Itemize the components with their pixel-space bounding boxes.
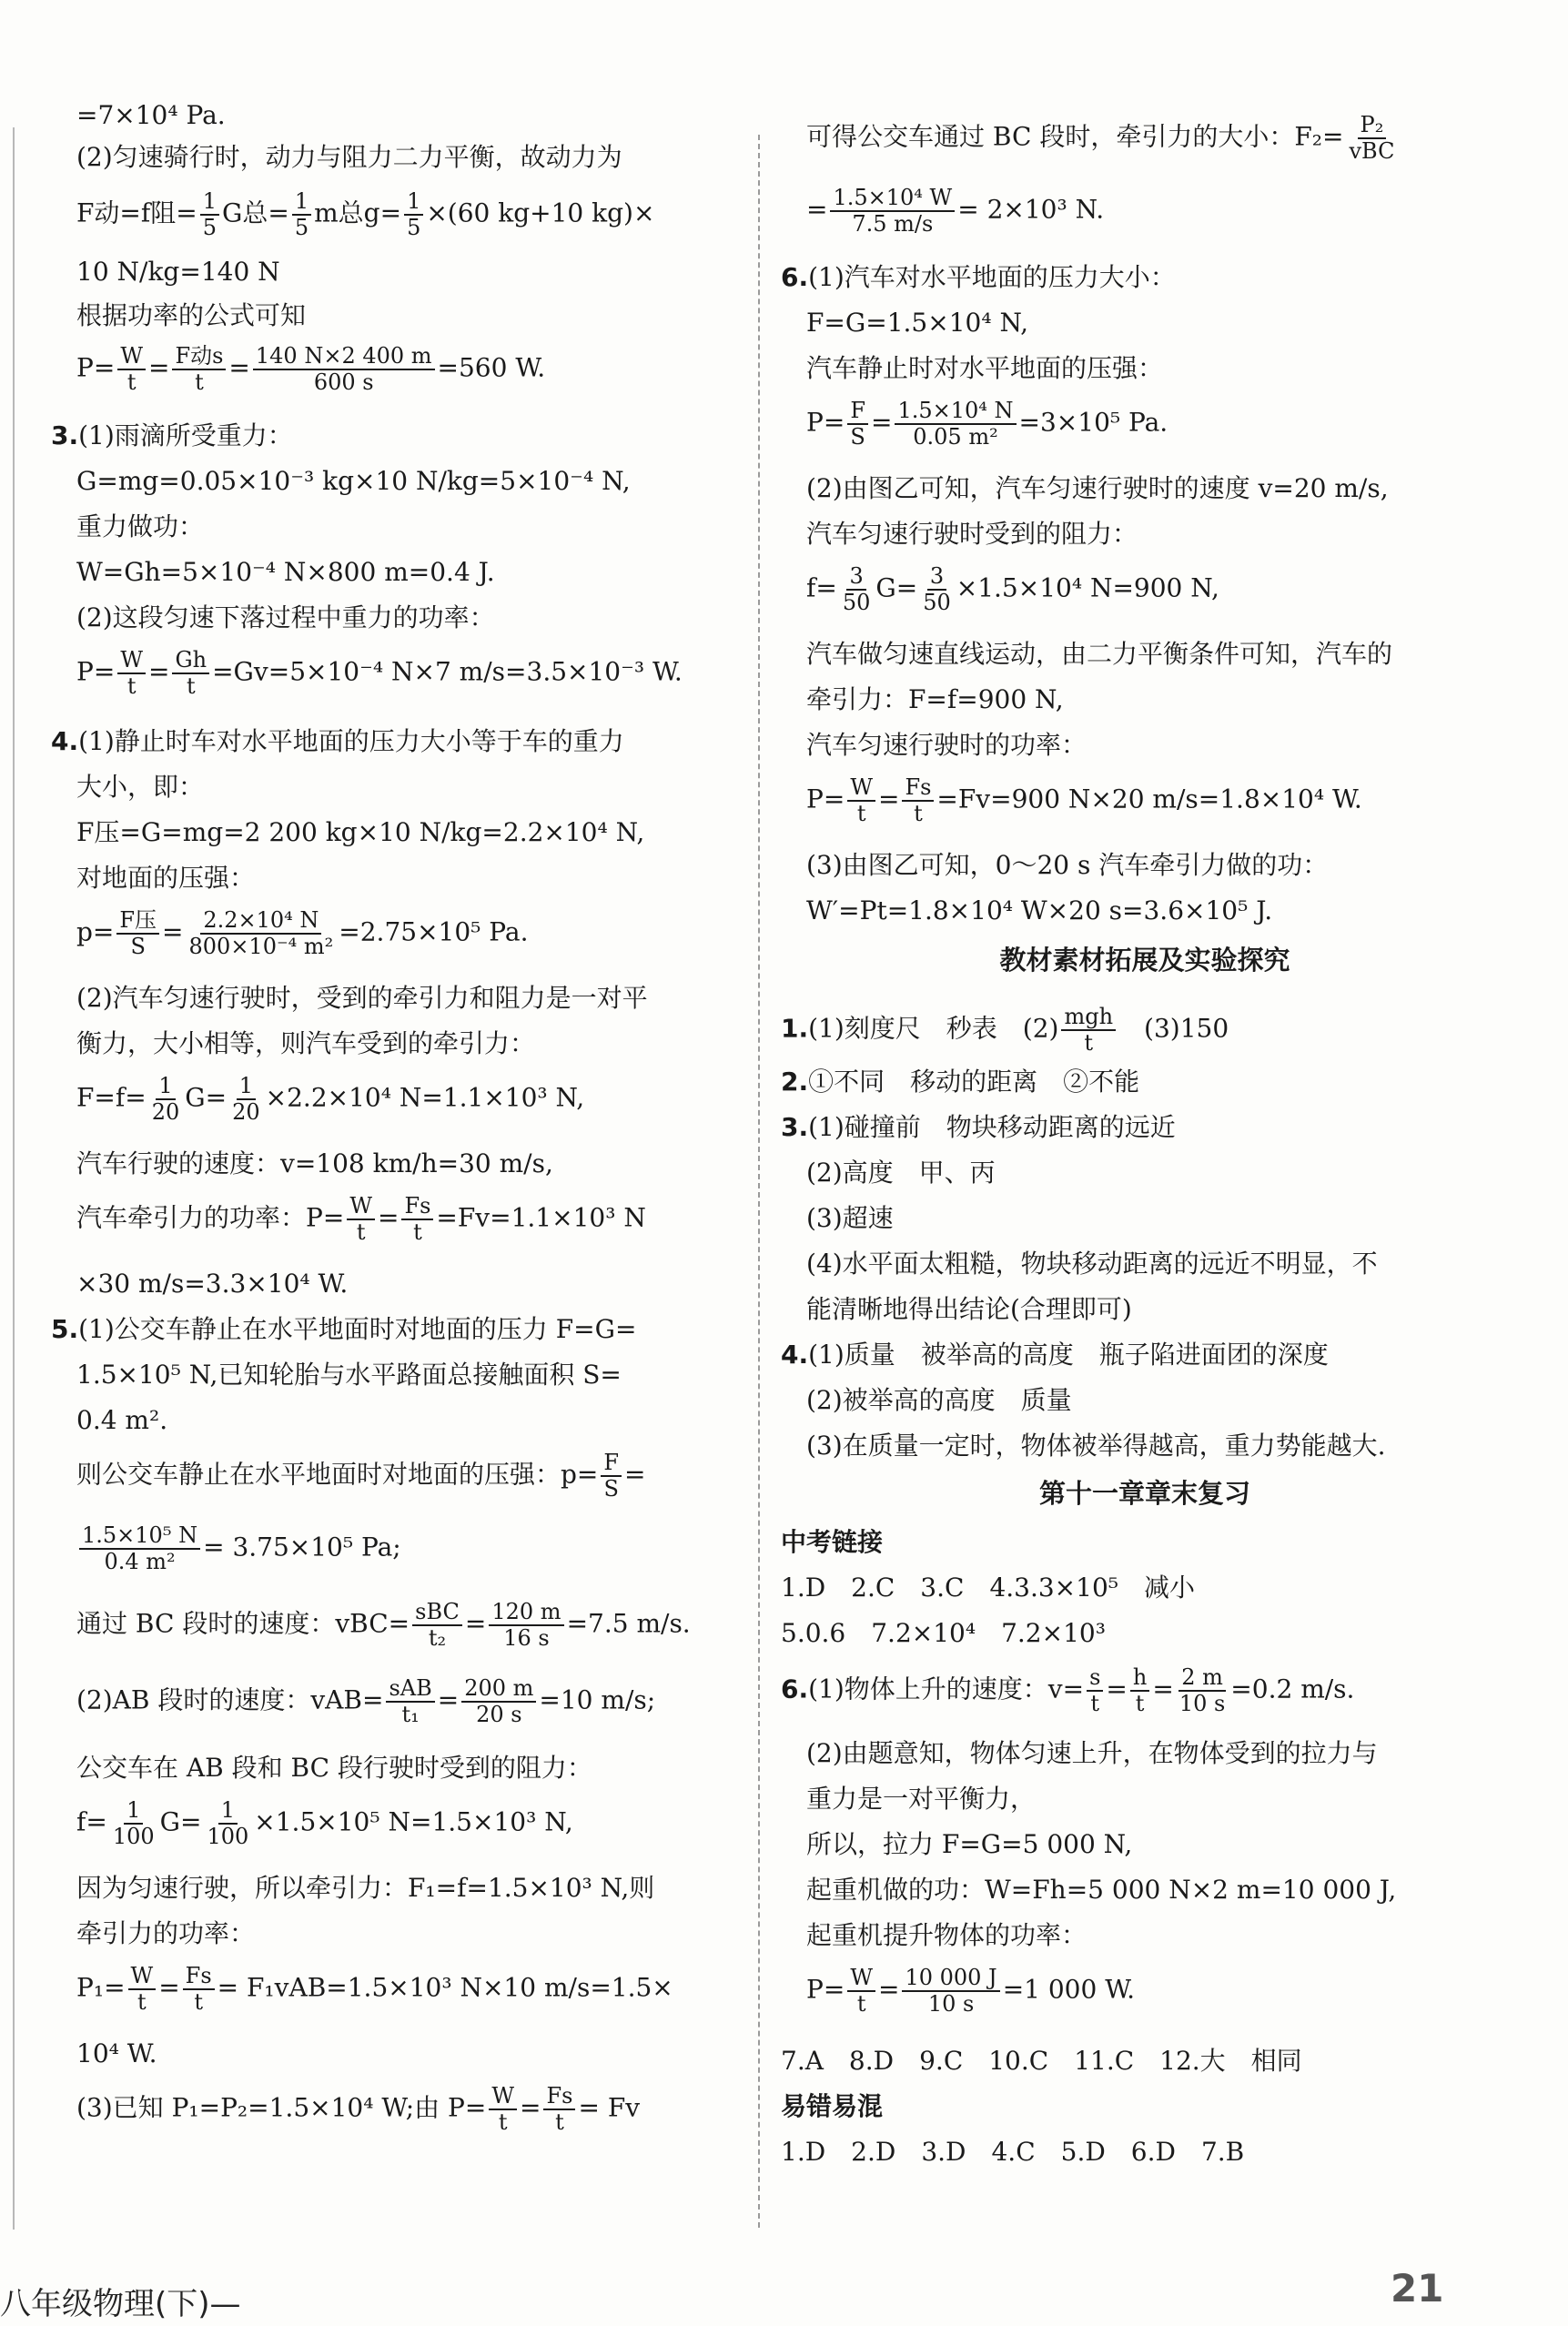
line: 重力是一对平衡力， xyxy=(806,1784,1037,1814)
text-segment: = xyxy=(520,2092,541,2123)
line: 汽车静止时对水平地面的压强： xyxy=(806,353,1164,383)
denominator: t xyxy=(1090,1691,1100,1716)
numerator: W xyxy=(128,1964,157,1990)
item-number: 6. xyxy=(781,1674,809,1704)
answer-row: 7.A 8.D 9.C 10.C 11.C 12.大 相同 xyxy=(781,2046,1302,2076)
numerator: 2 m xyxy=(1179,1665,1226,1692)
denominator: 600 s xyxy=(313,369,374,395)
line: 衡力，大小相等，则汽车受到的牵引力： xyxy=(76,1028,536,1058)
chapter-review-heading: 第十一章章末复习 xyxy=(1038,1478,1250,1509)
text-segment: = xyxy=(806,194,828,225)
text-segment: ×2.2×10⁴ N=1.1×10³ N, xyxy=(265,1082,585,1113)
question-z6 xyxy=(781,1665,1509,1716)
denominator: t xyxy=(194,1989,203,2015)
line: 汽车做匀速直线运动，由二力平衡条件可知，汽车的 xyxy=(806,639,1393,669)
subsection-title: 中考链接 xyxy=(781,1527,884,1557)
text-segment: = xyxy=(624,1459,646,1490)
exp-1 xyxy=(781,1005,1509,1056)
text-segment: (1)汽车对水平地面的压力大小： xyxy=(808,262,1176,292)
text-segment: (1)公交车静止在水平地面时对地面的压力 F=G= xyxy=(78,1314,637,1344)
denominator: 7.5 m/s xyxy=(852,211,934,237)
text-segment: f= xyxy=(806,572,837,603)
denominator: S xyxy=(603,1476,619,1502)
text-segment: (2)AB 段时的速度：vAB= xyxy=(76,1684,384,1715)
item-number: 4. xyxy=(781,1340,809,1370)
numerator: P₂ xyxy=(1358,113,1387,139)
denominator: 20 xyxy=(151,1099,180,1125)
denominator: vBC xyxy=(1349,138,1395,164)
fraction xyxy=(412,1600,462,1651)
text-segment: F=f= xyxy=(76,1082,147,1113)
fraction xyxy=(187,908,337,959)
fraction xyxy=(79,1523,200,1574)
denominator: 10 s xyxy=(1179,1691,1226,1716)
numerator: 1 xyxy=(124,1798,143,1825)
fraction xyxy=(830,186,955,237)
numerator: W xyxy=(347,1194,375,1220)
fraction xyxy=(172,344,226,395)
text-segment: G总= xyxy=(222,197,289,228)
fraction xyxy=(172,648,209,699)
text-segment: =10 m/s; xyxy=(539,1684,656,1715)
text-segment: 汽车牵引力的功率：P= xyxy=(76,1202,345,1233)
item-number: 5. xyxy=(51,1314,79,1344)
numerator: 1.5×10⁴ W xyxy=(830,186,955,212)
denominator: t xyxy=(126,673,137,699)
numerator: 1.5×10⁵ N xyxy=(79,1523,200,1550)
denominator: 20 xyxy=(232,1099,260,1125)
numerator: 1 xyxy=(200,189,219,216)
formula-line xyxy=(51,648,804,699)
denominator: 20 s xyxy=(476,1702,522,1727)
item-number: 4. xyxy=(51,726,79,756)
text-segment: P= xyxy=(806,407,845,438)
line: 根据功率的公式可知 xyxy=(76,300,307,330)
fraction xyxy=(116,908,159,959)
line: 汽车行驶的速度：v=108 km/h=30 m/s, xyxy=(76,1148,553,1178)
text-segment: =Fv=900 N×20 m/s=1.8×10⁴ W. xyxy=(936,784,1362,814)
line: 所以，拉力 F=G=5 000 N, xyxy=(806,1829,1133,1859)
fraction xyxy=(461,1676,536,1727)
text-segment: = xyxy=(147,656,170,687)
question-6 xyxy=(781,262,1509,293)
denominator: t xyxy=(498,2109,508,2135)
text-segment: ×1.5×10⁴ N=900 N, xyxy=(956,572,1219,603)
line: (4)水平面太粗糙，物块移动距离的远近不明显，不 xyxy=(806,1249,1378,1279)
text-segment: =3×10⁵ Pa. xyxy=(1018,407,1168,438)
line: (2)由题意知，物体匀速上升，在物体受到的拉力与 xyxy=(806,1738,1378,1768)
fraction xyxy=(601,1451,622,1502)
line: 10⁴ W. xyxy=(76,2038,157,2068)
formula-line xyxy=(51,1451,804,1502)
numerator: 1.5×10⁴ N xyxy=(895,399,1016,425)
formula-line xyxy=(51,1798,804,1849)
fraction xyxy=(895,399,1016,450)
line: 牵引力的功率： xyxy=(76,1918,256,1948)
text-segment: 则公交车静止在水平地面时对地面的压强：p= xyxy=(76,1459,599,1490)
item-number: 6. xyxy=(781,262,809,292)
fraction xyxy=(902,775,934,826)
line: 重力做功： xyxy=(76,511,205,541)
denominator: t xyxy=(137,1989,147,2015)
text-segment: p= xyxy=(76,916,115,947)
formula-line xyxy=(781,775,1534,826)
text-segment: F动=f阻= xyxy=(76,197,197,228)
line: W=Gh=5×10⁻⁴ N×800 m=0.4 J. xyxy=(76,557,495,587)
text-segment: = F₁vAB=1.5×10³ N×10 m/s=1.5× xyxy=(217,1972,673,2003)
denominator: 5 xyxy=(294,215,309,240)
left-margin-rule xyxy=(13,127,15,2230)
fraction xyxy=(253,344,435,395)
text-segment: (1)刻度尺 秒表 (2) xyxy=(808,1013,1059,1044)
denominator: S xyxy=(130,934,146,959)
numerator: 1 xyxy=(237,1074,256,1100)
item-number: 1. xyxy=(781,1013,809,1044)
answer-row: 1.D 2.D 3.D 4.C 5.D 6.D 7.B xyxy=(781,2137,1245,2167)
line: (2)高度 甲、丙 xyxy=(806,1158,996,1188)
numerator: W xyxy=(847,775,875,802)
numerator: 3 xyxy=(927,564,946,591)
text-segment: = xyxy=(870,407,893,438)
text-segment: =560 W. xyxy=(437,352,546,383)
denominator: t₁ xyxy=(401,1702,420,1727)
line: 10 N/kg=140 N xyxy=(76,257,280,287)
exp-4 xyxy=(781,1340,1509,1370)
text-segment: G= xyxy=(159,1806,202,1837)
exp-2 xyxy=(781,1067,1509,1097)
denominator: 5 xyxy=(407,215,421,240)
numerator: h xyxy=(1130,1665,1149,1692)
line: 因为匀速行驶，所以牵引力：F₁=f=1.5×10³ N,则 xyxy=(76,1873,655,1903)
text-segment: =Gv=5×10⁻⁴ N×7 m/s=3.5×10⁻³ W. xyxy=(212,656,683,687)
text-segment: P= xyxy=(76,656,116,687)
formula-line xyxy=(51,1600,804,1651)
line: 牵引力：F=f=900 N, xyxy=(806,684,1064,714)
text-segment: 通过 BC 段时的速度：vBC= xyxy=(76,1608,410,1639)
subsection-title: 易错易混 xyxy=(781,2091,884,2121)
fraction xyxy=(229,1074,263,1125)
text-segment: (1)质量 被举高的高度 瓶子陷进面团的深度 xyxy=(808,1340,1329,1370)
line: (2)被举高的高度 质量 xyxy=(806,1385,1072,1415)
text-segment: = xyxy=(377,1202,400,1233)
line: (2)由图乙可知，汽车匀速行驶时的速度 v=20 m/s, xyxy=(806,473,1389,503)
numerator: W xyxy=(489,2084,517,2110)
answer-row: 1.D 2.C 3.C 4.3.3×10⁵ 减小 xyxy=(781,1573,1196,1603)
formula-line xyxy=(51,908,804,959)
text-segment: = xyxy=(228,352,250,383)
denominator: 50 xyxy=(842,590,871,615)
section-heading: 教材素材拓展及实验探究 xyxy=(999,945,1290,976)
formula-line xyxy=(781,564,1534,615)
line: 1.5×10⁵ N,已知轮胎与水平路面总接触面积 S= xyxy=(76,1360,622,1390)
text-segment: = xyxy=(464,1608,487,1639)
text-segment: P= xyxy=(806,1974,845,2005)
text-segment: = 2×10³ N. xyxy=(957,194,1105,225)
fraction xyxy=(117,344,146,395)
line: ×30 m/s=3.3×10⁴ W. xyxy=(76,1269,349,1299)
fraction xyxy=(489,2084,517,2135)
numerator: 1 xyxy=(218,1798,238,1825)
text-segment: 可得公交车通过 BC 段时，牵引力的大小：F₂= xyxy=(806,121,1344,152)
formula-line xyxy=(51,344,804,395)
line: 汽车匀速行驶时的功率： xyxy=(806,730,1087,760)
question-4 xyxy=(51,726,779,757)
numerator: 1 xyxy=(156,1074,175,1100)
denominator: t xyxy=(413,1219,422,1245)
line: (2)匀速骑行时，动力与阻力二力平衡，故动力为 xyxy=(76,142,622,172)
numerator: F压 xyxy=(116,908,159,935)
denominator: S xyxy=(850,424,865,450)
numerator: 10 000 J xyxy=(902,1966,999,1992)
denominator: t xyxy=(195,369,204,395)
line: 起重机做的功：W=Fh=5 000 N×2 m=10 000 J, xyxy=(806,1875,1397,1905)
formula-line xyxy=(51,1194,804,1245)
text-segment: = xyxy=(1106,1674,1128,1704)
denominator: 0.4 m² xyxy=(104,1549,176,1574)
denominator: t xyxy=(1135,1691,1145,1716)
numerator: sBC xyxy=(412,1600,462,1626)
text-segment: ×(60 kg+10 kg)× xyxy=(426,197,655,228)
numerator: W xyxy=(847,1966,875,1992)
text-segment: (1)静止时车对水平地面的压力大小等于车的重力 xyxy=(78,726,624,756)
text-segment: = Fv xyxy=(578,2092,641,2123)
line: 0.4 m². xyxy=(76,1405,168,1435)
formula-line xyxy=(51,1523,804,1574)
line: 大小，即： xyxy=(76,772,205,802)
numerator: W xyxy=(117,344,146,370)
numerator: sAB xyxy=(386,1676,434,1703)
fraction xyxy=(1061,1005,1116,1056)
text-segment: G= xyxy=(185,1082,228,1113)
fraction xyxy=(200,189,219,240)
denominator: t xyxy=(186,673,196,699)
denominator: t₂ xyxy=(428,1625,447,1651)
numerator: mgh xyxy=(1061,1005,1116,1031)
fraction xyxy=(1346,113,1397,164)
formula-line xyxy=(51,1676,804,1727)
denominator: t xyxy=(856,801,866,826)
line: F压=G=mg=2 200 kg×10 N/kg=2.2×10⁴ N, xyxy=(76,817,645,847)
denominator: 16 s xyxy=(503,1625,550,1651)
text-segment: =0.2 m/s. xyxy=(1230,1674,1355,1704)
line: (3)由图乙可知，0～20 s 汽车牵引力做的功： xyxy=(806,850,1329,880)
numerator: 1 xyxy=(404,189,423,216)
line: (3)在质量一定时，物体被举得越高，重力势能越大. xyxy=(806,1431,1386,1461)
fraction xyxy=(117,648,146,699)
denominator: 800×10⁻⁴ m² xyxy=(188,934,334,959)
text-segment: P= xyxy=(806,784,845,814)
line: (3)超速 xyxy=(806,1203,894,1233)
line: 公交车在 AB 段和 BC 段行驶时受到的阻力： xyxy=(76,1753,592,1783)
exp-3 xyxy=(781,1112,1509,1143)
denominator: t xyxy=(126,369,137,395)
numerator: 3 xyxy=(846,564,865,591)
numerator: Fs xyxy=(902,775,934,802)
item-number: 3. xyxy=(51,420,79,450)
text-segment: (3)已知 P₁=P₂=1.5×10⁴ W;由 P= xyxy=(76,2092,487,2123)
numerator: 140 N×2 400 m xyxy=(253,344,435,370)
fraction xyxy=(401,1194,433,1245)
fraction xyxy=(1177,1665,1228,1716)
text-segment: P₁= xyxy=(76,1972,126,2003)
line: (2)汽车匀速行驶时，受到的牵引力和阻力是一对平 xyxy=(76,983,648,1013)
fraction xyxy=(847,399,868,450)
numerator: W xyxy=(117,648,146,674)
fraction xyxy=(1087,1665,1103,1716)
numerator: Fs xyxy=(401,1194,433,1220)
text-segment: = xyxy=(158,1972,180,2003)
text-segment: m总g= xyxy=(314,197,402,228)
text-segment: = xyxy=(437,1684,460,1715)
text-segment: =7.5 m/s. xyxy=(566,1608,691,1639)
numerator: Gh xyxy=(172,648,209,674)
denominator: 0.05 m² xyxy=(913,424,998,450)
formula-line xyxy=(781,113,1534,164)
text-segment: =Fv=1.1×10³ N xyxy=(436,1202,646,1233)
text-segment: (3)150 xyxy=(1118,1013,1229,1044)
text-segment: = xyxy=(1152,1674,1174,1704)
line: F=G=1.5×10⁴ N, xyxy=(806,308,1029,338)
fraction xyxy=(110,1798,157,1849)
text-segment: = xyxy=(877,1974,900,2005)
book-title-footer: 八年级物理(下)— xyxy=(0,2286,241,2322)
fraction xyxy=(847,775,875,826)
numerator: 200 m xyxy=(461,1676,536,1703)
denominator: t xyxy=(356,1219,366,1245)
text-segment: = xyxy=(877,784,900,814)
fraction xyxy=(840,564,874,615)
fraction xyxy=(920,564,954,615)
denominator: 100 xyxy=(207,1824,249,1849)
line: 能清晰地得出结论(合理即可) xyxy=(806,1294,1132,1324)
fraction xyxy=(347,1194,375,1245)
line: 对地面的压强： xyxy=(76,863,256,893)
text-segment: = xyxy=(162,916,184,947)
numerator: Fs xyxy=(183,1964,215,1990)
numerator: F xyxy=(847,399,868,425)
line: 起重机提升物体的功率： xyxy=(806,1920,1087,1950)
denominator: t xyxy=(856,1991,866,2017)
fraction xyxy=(543,2084,575,2135)
formula-line xyxy=(51,1074,804,1125)
question-5 xyxy=(51,1314,779,1345)
text-segment: ×1.5×10⁵ N=1.5×10³ N, xyxy=(254,1806,573,1837)
question-3 xyxy=(51,420,779,451)
numerator: Fs xyxy=(543,2084,575,2110)
line: =7×10⁴ Pa. xyxy=(76,100,226,130)
item-number: 3. xyxy=(781,1112,809,1142)
numerator: F动s xyxy=(172,344,226,370)
fraction xyxy=(847,1966,875,2017)
text-segment: (1)物体上升的速度：v= xyxy=(808,1674,1085,1704)
item-number: 2. xyxy=(781,1067,809,1097)
text-segment: f= xyxy=(76,1806,107,1837)
fraction xyxy=(149,1074,183,1125)
page-number: 21 xyxy=(1391,2266,1444,2311)
formula-line xyxy=(51,189,804,240)
formula-line xyxy=(781,1966,1534,2017)
fraction xyxy=(1130,1665,1149,1716)
numerator: 1 xyxy=(292,189,311,216)
fraction xyxy=(386,1676,434,1727)
formula-line xyxy=(51,1964,804,2015)
line: (2)这段匀速下落过程中重力的功率： xyxy=(76,602,495,632)
numerator: s xyxy=(1087,1665,1103,1692)
text-segment: = 3.75×10⁵ Pa; xyxy=(203,1532,401,1562)
numerator: 2.2×10⁴ N xyxy=(200,908,321,935)
text-segment: (1)雨滴所受重力： xyxy=(78,420,293,450)
answer-row: 5.0.6 7.2×10⁴ 7.2×10³ xyxy=(781,1618,1106,1648)
text-segment: =2.75×10⁵ Pa. xyxy=(339,916,529,947)
text-segment: ①不同 移动的距离 ②不能 xyxy=(808,1067,1140,1097)
fraction xyxy=(902,1966,999,2017)
numerator: 120 m xyxy=(489,1600,563,1626)
fraction xyxy=(489,1600,563,1651)
text-segment: =1 000 W. xyxy=(1002,1974,1135,2005)
numerator: F xyxy=(601,1451,622,1477)
denominator: 5 xyxy=(202,215,217,240)
text-segment: (1)碰撞前 物块移动距离的远近 xyxy=(808,1112,1176,1142)
denominator: 100 xyxy=(112,1824,155,1849)
fraction xyxy=(183,1964,215,2015)
formula-line xyxy=(781,186,1534,237)
line: 汽车匀速行驶时受到的阻力： xyxy=(806,519,1138,549)
fraction xyxy=(404,189,423,240)
denominator: 10 s xyxy=(927,1991,975,2017)
denominator: 50 xyxy=(923,590,951,615)
text-segment: P= xyxy=(76,352,116,383)
fraction xyxy=(204,1798,251,1849)
fraction xyxy=(292,189,311,240)
formula-line xyxy=(51,2084,804,2135)
line: G=mg=0.05×10⁻³ kg×10 N/kg=5×10⁻⁴ N, xyxy=(76,466,631,496)
fraction xyxy=(128,1964,157,2015)
line: W′=Pt=1.8×10⁴ W×20 s=3.6×10⁵ J. xyxy=(806,895,1273,925)
denominator: t xyxy=(555,2109,564,2135)
denominator: t xyxy=(914,801,923,826)
text-segment: G= xyxy=(875,572,918,603)
text-segment: = xyxy=(147,352,170,383)
formula-line xyxy=(781,399,1534,450)
denominator: t xyxy=(1084,1030,1094,1056)
